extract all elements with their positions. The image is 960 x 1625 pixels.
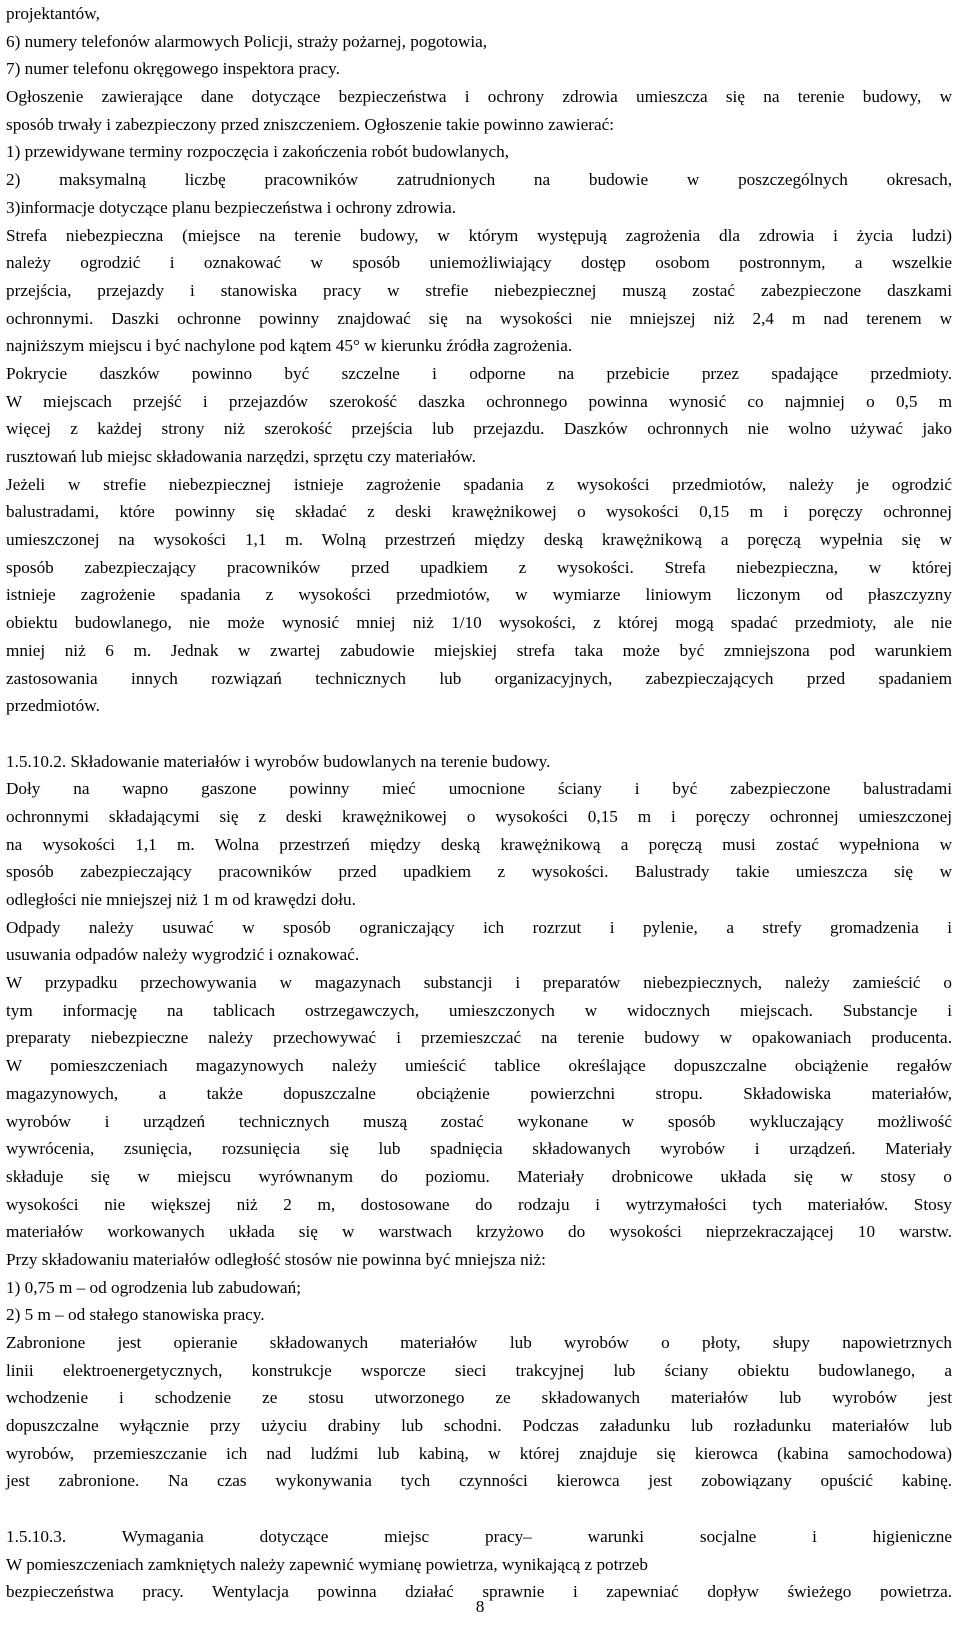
text-line: 7) numer telefonu okręgowego inspektora pracy. <box>6 59 340 79</box>
text-line: umieszczonej na wysokości 1,1 m. Wolną przestrzeń między deską krawężnikową a poręczą wypełnia się w <box>6 530 952 550</box>
text-line: 3)informacje dotyczące planu bezpieczeństwa i ochrony zdrowia. <box>6 197 457 217</box>
text-line: preparaty niebezpieczne należy przechowywać i przemieszczać na terenie budowy w opakowaniach producenta. <box>6 1028 952 1048</box>
text-line: mniej niż 6 m. Jednak w zwartej zabudowie miejskiej strefa taka może być zmniejszona pod warunkiem <box>6 640 952 660</box>
text-line: projektantów, <box>6 4 100 23</box>
page-number: 8 <box>475 1597 485 1616</box>
document-page <box>6 0 952 1606</box>
text-line: bezpieczeństwa pracy. Wentylacja powinna działać sprawnie i zapewniać dopływ świeżego powietrza. <box>6 1582 952 1602</box>
text-line: jest zabronione. Na czas wykonywania tych czynności kierowca jest zobowiązany opuścić kabinę. <box>6 1471 952 1491</box>
text-line: najniższym miejscu i być nachylone pod kątem 45° w kierunku źródła zagrożenia. <box>6 336 573 356</box>
text-line: Pokrycie daszków powinno być szczelne i odporne na przebicie przez spadające przedmioty. <box>6 363 952 383</box>
text-line: obiektu budowlanego, nie może wynosić mniej niż 1/10 wysokości, z której mogą spadać przedmioty, ale nie <box>6 613 952 633</box>
text-line: wchodzenie i schodzenie ze stosu utworzonego ze składowanych materiałów lub wyrobów jest <box>6 1388 952 1408</box>
text-line: W miejscach przejść i przejazdów szerokość daszka ochronnego powinna wynosić co najmniej o 0,5 m <box>6 391 952 411</box>
text-line: W pomieszczeniach magazynowych należy umieścić tablice określające dopuszczalne obciążenie regałów <box>6 1056 952 1076</box>
text-line: materiałów workowanych układa się w warstwach krzyżowo do wysokości nieprzekraczającej 10 warstw. <box>6 1222 952 1242</box>
text-line: 2) 5 m – od stałego stanowiska pracy. <box>6 1305 265 1325</box>
text-line: Przy składowaniu materiałów odległość stosów nie powinna być mniejsza niż: <box>6 1249 546 1269</box>
text-line: przedmiotów. <box>6 696 100 716</box>
text-line: sposób trwały i zabezpieczony przed zniszczeniem. Ogłoszenie takie powinno zawierać: <box>6 114 614 134</box>
text-line: W pomieszczeniach zamkniętych należy zapewnić wymianę powietrza, wynikającą z potrzeb <box>6 1554 648 1574</box>
blank-line <box>6 1495 952 1523</box>
text-line: należy ogrodzić i oznakować w sposób uniemożliwiający dostęp osobom postronnym, a wszelkie <box>6 253 952 273</box>
text-line: wyrobów i urządzeń technicznych muszą zostać wykonane w sposób wykluczający możliwość <box>6 1111 952 1131</box>
text-line: usuwania odpadów należy wygrodzić i oznakować. <box>6 945 360 965</box>
text-line: ochronnymi. Daszki ochronne powinny znajdować się na wysokości nie mniejszej niż 2,4 m nad terenem w <box>6 308 952 328</box>
text-line: zastosowania innych rozwiązań technicznych lub organizacyjnych, zabezpieczających przed spadaniem <box>6 668 952 688</box>
text-line: W przypadku przechowywania w magazynach substancji i preparatów niebezpiecznych, należy zamieścić o <box>6 973 952 993</box>
text-line: składuje się w miejscu wyrównanym do poziomu. Materiały drobnicowe układa się w stosy o <box>6 1166 952 1186</box>
text-line: tym informację na tablicach ostrzegawczych, umieszczonych w widocznych miejscach. Substancje i <box>6 1000 952 1020</box>
text-line: Ogłoszenie zawierające dane dotyczące bezpieczeństwa i ochrony zdrowia umieszcza się na terenie budowy, w <box>6 87 952 107</box>
text-line: więcej z każdej strony niż szerokość przejścia lub przejazdu. Daszków ochronnych nie wolno używać jako <box>6 419 952 439</box>
text-line: sposób zabezpieczający pracowników przed upadkiem z wysokości. Strefa niebezpieczna, w której <box>6 557 952 577</box>
text-line: Strefa niebezpieczna (miejsce na terenie budowy, w którym występują zagrożenia dla zdrowia i życia ludzi) <box>6 225 952 245</box>
text-line: istnieje zagrożenie spadania z wysokości przedmiotów, w wymiarze liniowym liczonym od płaszczyzny <box>6 585 952 605</box>
text-line: odległości nie mniejszej niż 1 m od krawędzi dołu. <box>6 890 356 909</box>
blank-line <box>6 720 952 748</box>
text-line: przejścia, przejazdy i stanowiska pracy w strefie niebezpiecznej muszą zostać zabezpieczone daszkami <box>6 280 952 300</box>
text-line: sposób zabezpieczający pracowników przed upadkiem z wysokości. Balustrady takie umieszcza się w <box>6 862 952 882</box>
text-line: magazynowych, a także dopuszczalne obciążenie powierzchni stropu. Składowiska materiałów, <box>6 1083 952 1103</box>
text-line: wysokości nie większej niż 2 m, dostosowane do rodzaju i wytrzymałości tych materiałów. Stosy <box>6 1194 952 1214</box>
text-line: Zabronione jest opieranie składowanych materiałów lub wyrobów o płoty, słupy napowietrznych <box>6 1333 952 1352</box>
text-line: linii elektroenergetycznych, konstrukcje wsporcze sieci trakcyjnej lub ściany obiektu budowlanego, a <box>6 1360 952 1380</box>
text-line: rusztowań lub miejsc składowania narzędzi, sprzętu czy materiałów. <box>6 447 476 466</box>
text-line: 1) przewidywane terminy rozpoczęcia i zakończenia robót budowlanych, <box>6 142 509 162</box>
text-line: dopuszczalne wyłącznie przy użyciu drabiny lub schodni. Podczas załadunku lub rozładunku materiałów lub <box>6 1416 952 1436</box>
text-line: ochronnymi składającymi się z deski krawężnikowej o wysokości 0,15 m i poręczy ochronnej umieszczonej <box>6 806 952 826</box>
text-line: Doły na wapno gaszone powinny mieć umocnione ściany i być zabezpieczone balustradami <box>6 779 952 799</box>
text-line: wyrobów, przemieszczanie ich nad ludźmi lub kabiną, w której znajduje się kierowca (kabina samochodowa) <box>6 1443 952 1463</box>
text-line: 6) numery telefonów alarmowych Policji, straży pożarnej, pogotowia, <box>6 31 488 51</box>
text-line: na wysokości 1,1 m. Wolna przestrzeń między deską krawężnikową a poręczą musi zostać wypełniona w <box>6 834 952 854</box>
text-line: 2) maksymalną liczbę pracowników zatrudnionych na budowie w poszczególnych okresach, <box>6 170 952 190</box>
text-line: 1.5.10.2. Składowanie materiałów i wyrobów budowlanych na terenie budowy. <box>6 751 551 771</box>
text-line: 1) 0,75 m – od ogrodzenia lub zabudowań; <box>6 1277 301 1297</box>
text-line: wywrócenia, zsunięcia, rozsunięcia się lub spadnięcia składowanych wyrobów i urządzeń. Materiały <box>6 1139 952 1159</box>
text-line: Jeżeli w strefie niebezpiecznej istnieje zagrożenie spadania z wysokości przedmiotów, należy je ogrodzić <box>6 474 952 494</box>
text-line: 1.5.10.3. Wymagania dotyczące miejsc pracy– warunki socjalne i higieniczne <box>6 1526 952 1546</box>
text-line: Odpady należy usuwać w sposób ograniczający ich rozrzut i pylenie, a strefy gromadzenia i <box>6 917 952 937</box>
text-line: balustradami, które powinny się składać z deski krawężnikowej o wysokości 0,15 m i poręczy ochronnej <box>6 502 952 522</box>
